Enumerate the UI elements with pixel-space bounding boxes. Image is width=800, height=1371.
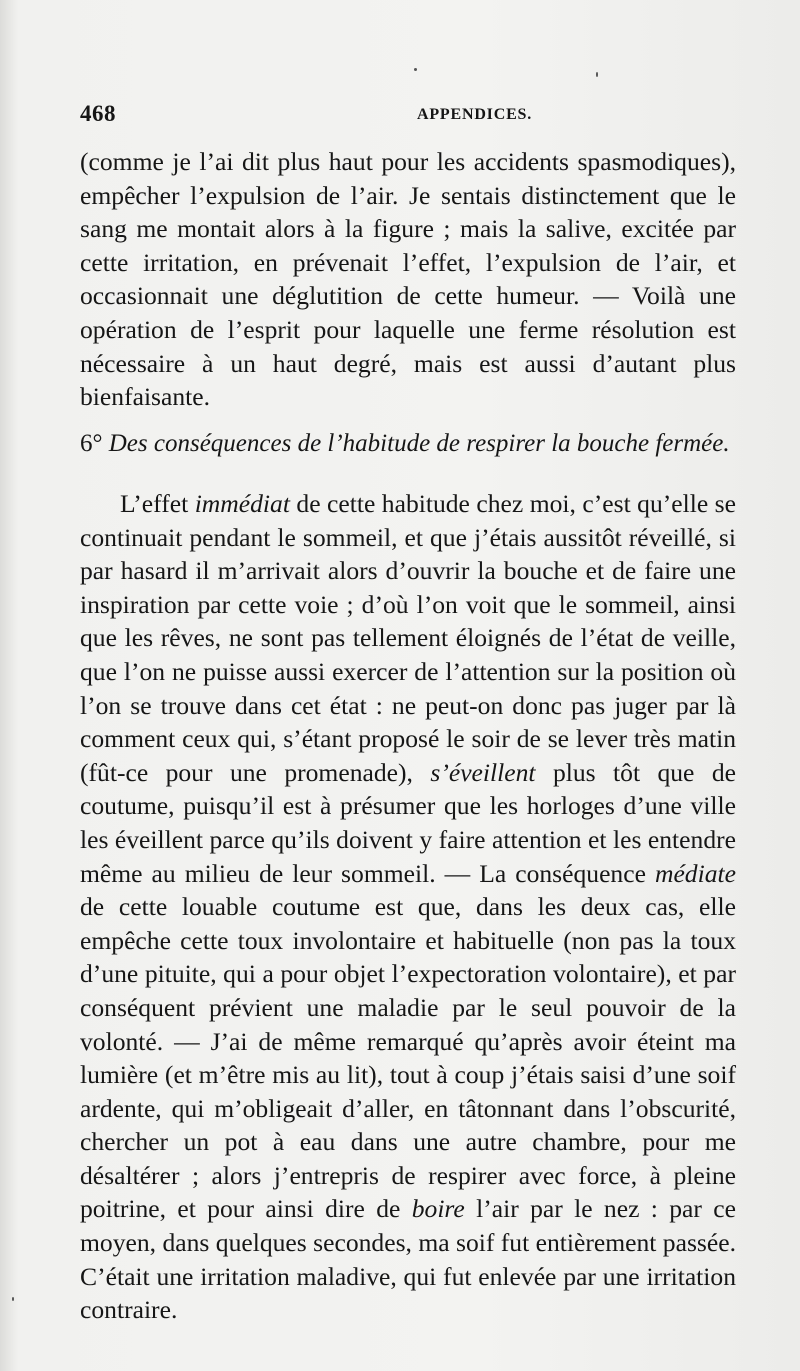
section-heading [80, 427, 740, 461]
page-header [80, 101, 740, 131]
text-run-4: de cette louable coutume est que, dans les deux cas, elle empêche cette toux involontaire et habituelle (non pas la toux d’une pituite, qui a pour objet l’expectoration volontaire), et par conséquent prévient une maladie par le seul pouvoir de la volonté. — J’ai de même remarqué qu’après avoir éteint ma lumière (et m’être mis au lit), tout à coup j’étais saisi d’une soif ardente, qui m’obligeait d’aller, en tâtonnant dans l’obscurité, chercher un pot à eau dans une autre chambre, pour me désaltérer ; alors j’entrepris de respirer avec force, à pleine poitrine, et pour ainsi dire de [80, 892, 736, 1224]
emphasis-immediat: immédiat [194, 489, 290, 518]
page-number: 468 [80, 101, 116, 126]
top-paragraph [80, 145, 736, 414]
emphasis-boire: boire [411, 1194, 465, 1224]
section-number: 6° [80, 430, 103, 457]
emphasis-seveillent: s’éveillent [430, 757, 536, 787]
print-speck [12, 1297, 14, 1301]
print-speck [414, 68, 417, 71]
section-title: Des conséquences de l’habitude de respirer la bouche fermée. [108, 430, 730, 457]
text-run-2: de cette habitude chez moi, c’est qu’elle se continuait pendant le sommeil, et que j’étais aussitôt réveillé, si par hasard il m’arrivait alors d’ouvrir la bouche et de faire une inspiration par cette voie ; d’où l’on voit que le sommeil, ainsi que les rêves, ne sont pas tellement éloignés de l’état de veille, que l’on ne puisse aussi exercer de l’attention sur la position où l’on se trouve dans cet état : ne peut-on donc pas juger par là comment ceux qui, s’étant proposé le soir de se lever très matin (fût-ce pour une promenade), [80, 489, 736, 787]
emphasis-mediate: médiate [654, 858, 736, 888]
print-speck [596, 72, 598, 77]
main-paragraph-text [80, 487, 736, 1327]
top-paragraph-text: (comme je l’ai dit plus haut pour les accidents spasmodiques), empêcher l’expulsion de l’air. Je sentais distinctement que le sang me montait alors à la figure ; mais la salive, excitée par cette irritation, en prévenait l’effet, l’expulsion de l’air, et occasionnait une déglutition de cette humeur. — Voilà une opération de l’esprit pour laquelle une ferme résolution est nécessaire à un haut degré, mais est aussi d’autant plus bienfaisante. [80, 147, 736, 412]
running-head: APPENDICES. [417, 106, 533, 123]
text-run-1: L’effet [120, 489, 195, 518]
text-run-3: plus tôt que de coutume, puisqu’il est à présumer que les horloges d’une ville les éveillent parce qu’ils doivent y faire attention et les entendre même au milieu de leur sommeil. — La conséquence [80, 757, 736, 888]
main-paragraph [80, 487, 736, 1327]
text-run-5: l’air par le nez : par ce moyen, dans quelques secondes, ma soif fut entièrement passée. C’était une irritation maladive, qui fut enlevée par une irritation contraire. [80, 1194, 737, 1325]
